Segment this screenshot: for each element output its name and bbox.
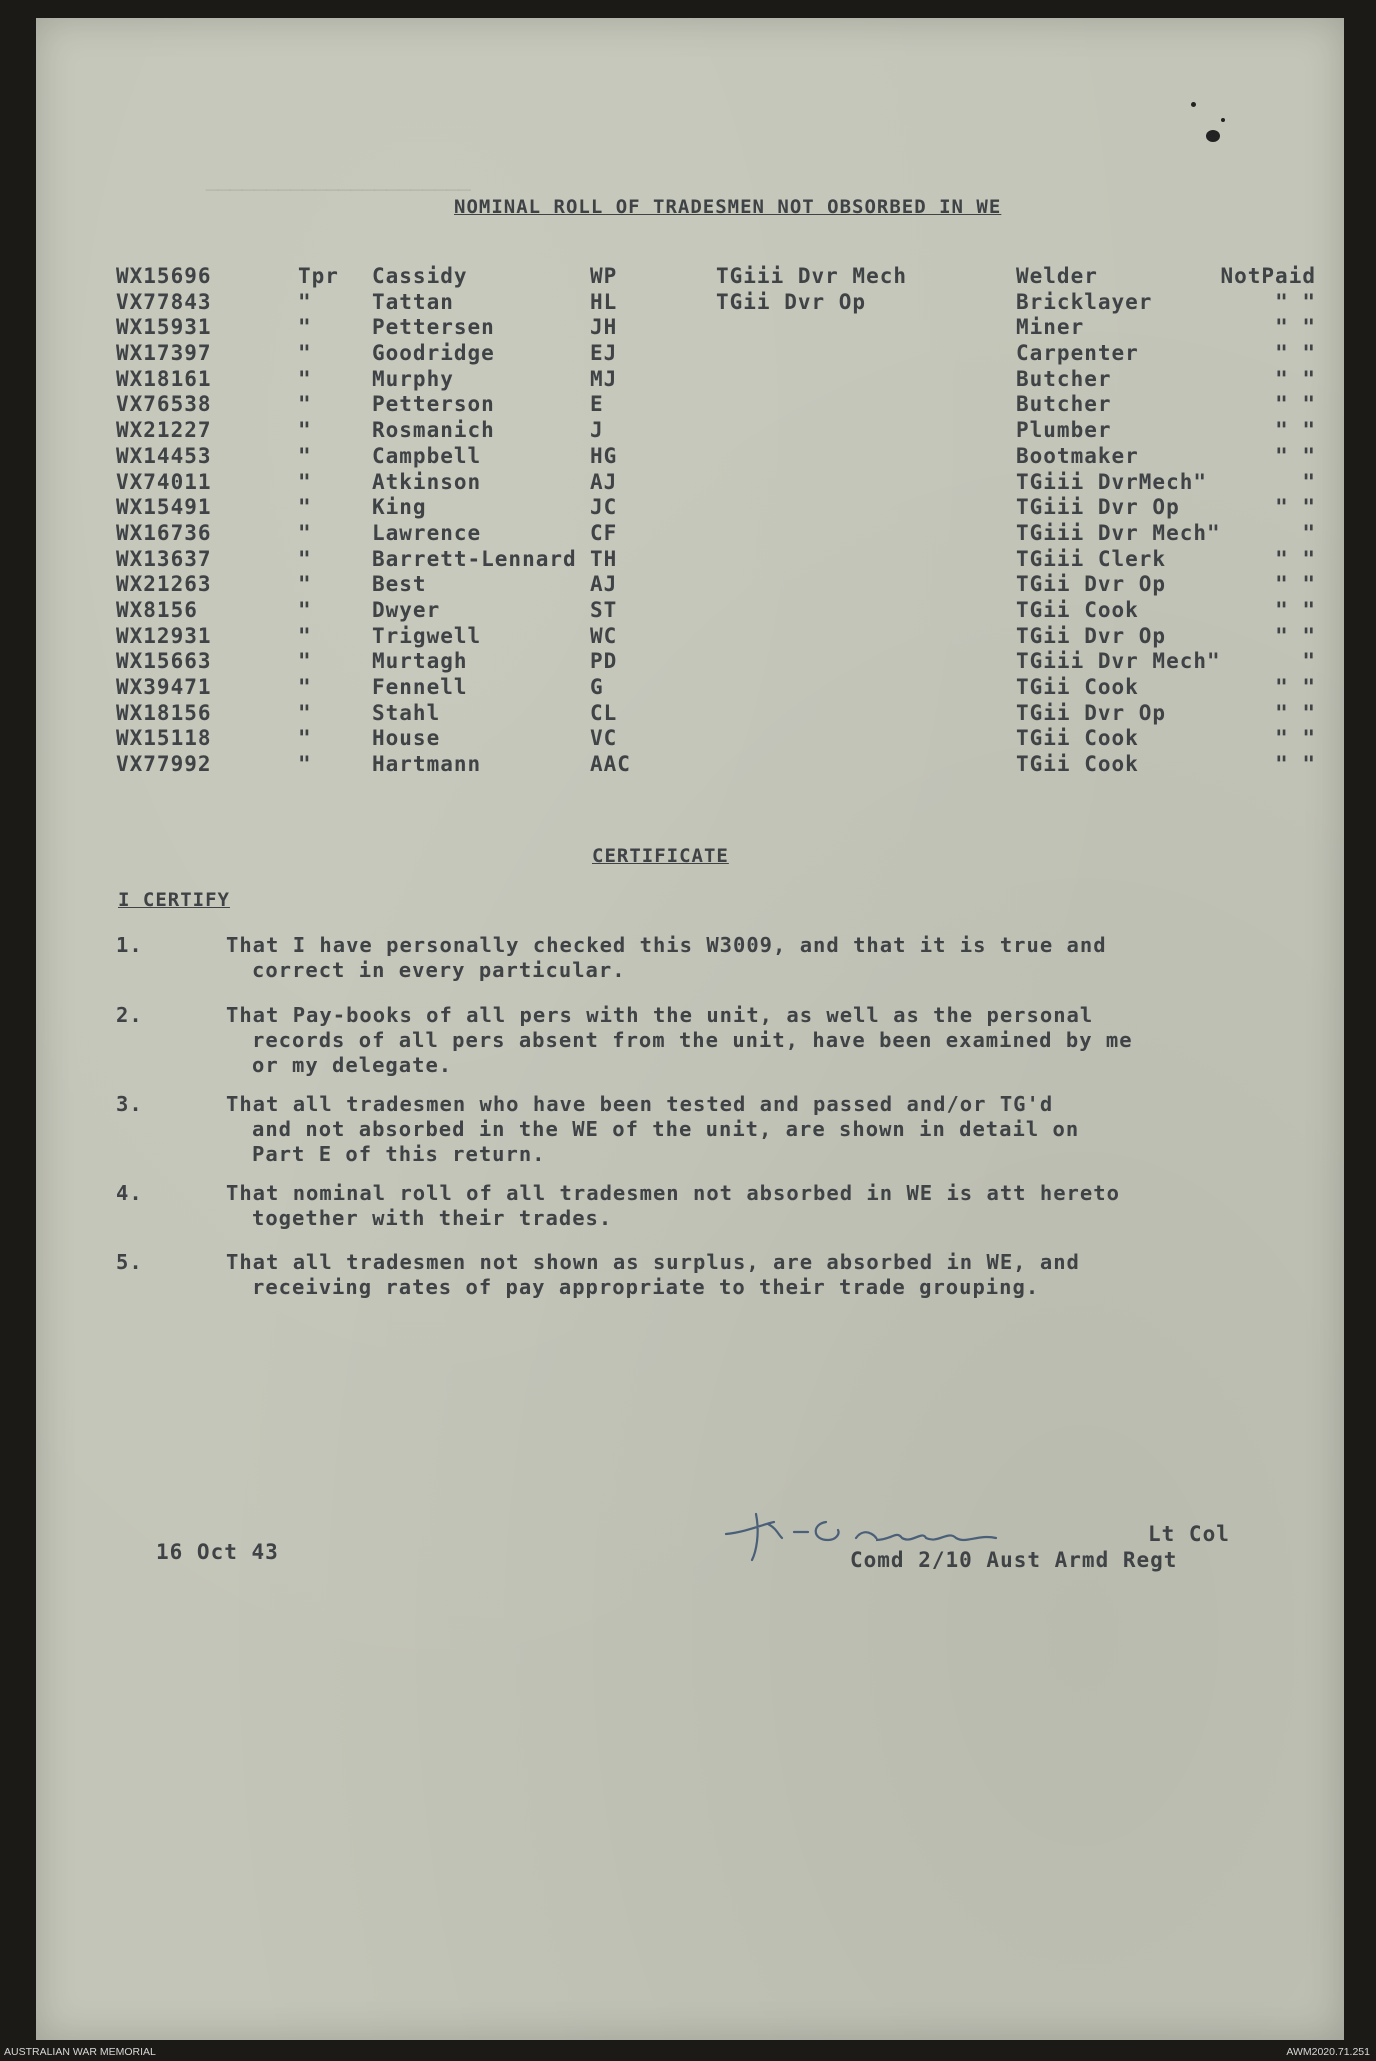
roll-row — [116, 726, 1316, 752]
trade: TGiii Dvr Op — [1016, 495, 1180, 520]
certification-line: correct in every particular. — [252, 958, 626, 982]
roll-row — [116, 444, 1316, 470]
initials: HG — [590, 443, 618, 468]
pay-status: " " — [1275, 726, 1316, 751]
roll-row — [116, 495, 1316, 521]
rank: Tpr — [298, 264, 339, 288]
rank: " — [298, 289, 312, 314]
pay-status: " " — [1275, 700, 1316, 725]
certification-number: 3. — [116, 1092, 143, 1116]
pay-status: " " — [1275, 597, 1316, 622]
rank: " — [298, 752, 312, 777]
service-number: WX15491 — [116, 495, 212, 520]
punch-hole — [1191, 102, 1196, 107]
rank: " — [298, 597, 312, 622]
trade: TGiii Clerk — [1016, 546, 1167, 571]
service-number: WX39471 — [116, 675, 212, 699]
certificate-title: CERTIFICATE — [592, 845, 729, 867]
service-number: VX76538 — [116, 392, 212, 417]
roll-row — [116, 470, 1316, 496]
surname: House — [372, 726, 441, 751]
signatory-title: Comd 2/10 Aust Armd Regt — [850, 1548, 1178, 1572]
certification-line: and not absorbed in the WE of the unit, are shown in detail on — [252, 1117, 1080, 1141]
service-number: WX15696 — [116, 264, 212, 288]
initials: JC — [590, 495, 618, 520]
trade: Miner — [1016, 315, 1085, 340]
rank: " — [298, 675, 312, 699]
surname: King — [372, 495, 427, 520]
roll-row — [116, 675, 1316, 701]
document-date: 16 Oct 43 — [156, 1540, 279, 1564]
rank: " — [298, 469, 312, 494]
service-number: WX15118 — [116, 726, 212, 751]
punch-hole — [1221, 118, 1225, 122]
initials: JH — [590, 315, 618, 340]
roll-row — [116, 290, 1316, 316]
bleed-through: ────────────────────── — [206, 178, 471, 202]
service-number: WX16736 — [116, 520, 212, 545]
pay-status: " " — [1275, 392, 1316, 417]
certification-number: 4. — [116, 1181, 143, 1205]
certification-line: records of all pers absent from the unit, have been examined by me — [252, 1028, 1133, 1052]
certification-line: Part E of this return. — [252, 1142, 546, 1166]
service-number: WX15931 — [116, 315, 212, 340]
pay-status: " " — [1275, 623, 1316, 648]
rank: " — [298, 341, 312, 366]
trade: TGii Cook — [1016, 597, 1139, 622]
pay-status: " — [1302, 520, 1316, 545]
initials: MJ — [590, 366, 618, 391]
pay-status: " — [1302, 469, 1316, 494]
service-number: WX21263 — [116, 572, 212, 597]
initials: WP — [590, 264, 618, 288]
rank: " — [298, 726, 312, 751]
service-number: WX18161 — [116, 366, 212, 391]
service-number: VX74011 — [116, 469, 212, 494]
surname: Dwyer — [372, 597, 441, 622]
surname: Atkinson — [372, 469, 482, 494]
trade: Butcher — [1016, 392, 1112, 417]
initials: G — [590, 675, 604, 699]
initials: HL — [590, 289, 618, 314]
surname: Murphy — [372, 366, 454, 391]
pay-status: " " — [1275, 675, 1316, 699]
trade: Plumber — [1016, 418, 1112, 443]
roll-row — [116, 367, 1316, 393]
pay-status: " " — [1275, 366, 1316, 391]
surname: Cassidy — [372, 264, 468, 288]
pay-status: " " — [1275, 495, 1316, 520]
surname: Barrett-Lennard — [372, 546, 577, 571]
trade: TGii Cook — [1016, 752, 1139, 777]
roll-row — [116, 392, 1316, 418]
certification-line: That I have personally checked this W3009, and that it is true and — [226, 933, 1107, 957]
trade: Butcher — [1016, 366, 1112, 391]
punch-hole — [1206, 130, 1220, 142]
roll-row — [116, 264, 1316, 290]
rank: " — [298, 623, 312, 648]
service-number: VX77992 — [116, 752, 212, 777]
pay-status: " " — [1275, 315, 1316, 340]
certification-number: 1. — [116, 933, 143, 957]
initials: AJ — [590, 572, 618, 597]
certification-line: receiving rates of pay appropriate to their trade grouping. — [252, 1275, 1040, 1299]
surname: Goodridge — [372, 341, 495, 366]
trade: TGii Dvr Op — [1016, 700, 1167, 725]
initials: TH — [590, 546, 618, 571]
service-number: WX12931 — [116, 623, 212, 648]
certify-heading: I CERTIFY — [118, 889, 230, 911]
pay-status: " " — [1275, 752, 1316, 777]
initials: AAC — [590, 752, 631, 777]
roll-row — [116, 521, 1316, 547]
pay-status: " " — [1275, 572, 1316, 597]
initials: CF — [590, 520, 618, 545]
surname: Trigwell — [372, 623, 482, 648]
surname: Rosmanich — [372, 418, 495, 443]
certification-number: 5. — [116, 1250, 143, 1274]
service-number: VX77843 — [116, 289, 212, 314]
initials: VC — [590, 726, 618, 751]
rank: " — [298, 392, 312, 417]
service-number: WX21227 — [116, 418, 212, 443]
trade-group: TGii Dvr Op — [716, 289, 867, 314]
pay-status: NotPaid — [1220, 264, 1316, 288]
trade: Welder — [1016, 264, 1098, 288]
trade: TGiii Dvr Mech" — [1016, 649, 1221, 674]
pay-status: " " — [1275, 418, 1316, 443]
surname: Tattan — [372, 289, 454, 314]
service-number: WX14453 — [116, 443, 212, 468]
document-title: NOMINAL ROLL OF TRADESMEN NOT OBSORBED IN WE — [454, 196, 1002, 218]
roll-row — [116, 624, 1316, 650]
surname: Petterson — [372, 392, 495, 417]
roll-row — [116, 598, 1316, 624]
initials: WC — [590, 623, 618, 648]
trade: TGii Dvr Op — [1016, 623, 1167, 648]
trade: TGiii DvrMech" — [1016, 469, 1208, 494]
signatory-rank: Lt Col — [1148, 1522, 1230, 1546]
certification-line: That nominal roll of all tradesmen not absorbed in WE is att hereto — [226, 1181, 1120, 1205]
certification-line: together with their trades. — [252, 1206, 613, 1230]
rank: " — [298, 572, 312, 597]
initials: PD — [590, 649, 618, 674]
trade: TGii Cook — [1016, 726, 1139, 751]
initials: EJ — [590, 341, 618, 366]
rank: " — [298, 546, 312, 571]
certification-line: That all tradesmen not shown as surplus, are absorbed in WE, and — [226, 1250, 1080, 1274]
trade: Carpenter — [1016, 341, 1139, 366]
document-page — [36, 18, 1344, 2040]
trade: TGii Dvr Op — [1016, 572, 1167, 597]
service-number: WX15663 — [116, 649, 212, 674]
pay-status: " — [1302, 649, 1316, 674]
rank: " — [298, 315, 312, 340]
footer-left: AUSTRALIAN WAR MEMORIAL — [4, 2046, 156, 2058]
roll-row — [116, 649, 1316, 675]
rank: " — [298, 443, 312, 468]
initials: J — [590, 418, 604, 443]
trade: TGiii Dvr Mech" — [1016, 520, 1221, 545]
certification-line: That all tradesmen who have been tested and passed and/or TG'd — [226, 1092, 1054, 1116]
rank: " — [298, 495, 312, 520]
initials: AJ — [590, 469, 618, 494]
surname: Pettersen — [372, 315, 495, 340]
certification-line: or my delegate. — [252, 1053, 453, 1077]
trade: TGii Cook — [1016, 675, 1139, 699]
rank: " — [298, 649, 312, 674]
rank: " — [298, 520, 312, 545]
roll-row — [116, 547, 1316, 573]
surname: Murtagh — [372, 649, 468, 674]
trade-group: TGiii Dvr Mech — [716, 264, 908, 288]
initials: E — [590, 392, 604, 417]
rank: " — [298, 366, 312, 391]
roll-row — [116, 418, 1316, 444]
surname: Campbell — [372, 443, 482, 468]
rank: " — [298, 700, 312, 725]
trade: Bootmaker — [1016, 443, 1139, 468]
service-number: WX17397 — [116, 341, 212, 366]
pay-status: " " — [1275, 341, 1316, 366]
nominal-roll-table — [116, 264, 1316, 804]
rank: " — [298, 418, 312, 443]
surname: Hartmann — [372, 752, 482, 777]
initials: CL — [590, 700, 618, 725]
surname: Best — [372, 572, 427, 597]
roll-row — [116, 701, 1316, 727]
footer-right: AWM2020.71.251 — [1286, 2046, 1370, 2058]
service-number: WX13637 — [116, 546, 212, 571]
trade: Bricklayer — [1016, 289, 1153, 314]
certification-line: That Pay-books of all pers with the unit, as well as the personal — [226, 1003, 1094, 1027]
roll-row — [116, 752, 1316, 778]
roll-row — [116, 341, 1316, 367]
service-number: WX18156 — [116, 700, 212, 725]
pay-status: " " — [1275, 289, 1316, 314]
roll-row — [116, 572, 1316, 598]
certification-number: 2. — [116, 1003, 143, 1027]
initials: ST — [590, 597, 618, 622]
pay-status: " " — [1275, 546, 1316, 571]
surname: Fennell — [372, 675, 468, 699]
surname: Stahl — [372, 700, 441, 725]
surname: Lawrence — [372, 520, 482, 545]
service-number: WX8156 — [116, 597, 198, 622]
roll-row — [116, 315, 1316, 341]
pay-status: " " — [1275, 443, 1316, 468]
